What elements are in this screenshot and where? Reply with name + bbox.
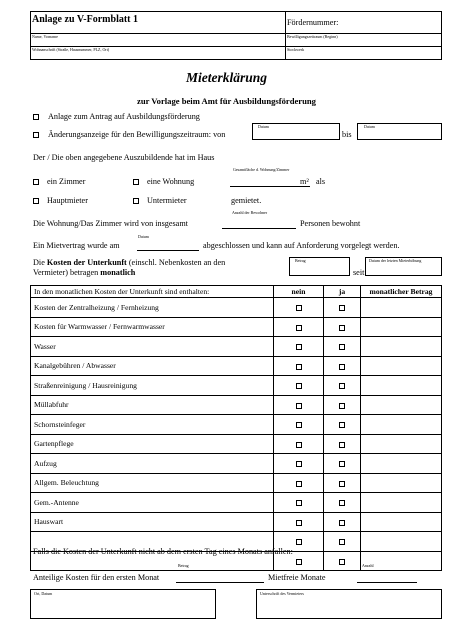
cost-row-nein-cell xyxy=(274,434,324,454)
cost-row-ja-cell xyxy=(324,376,361,396)
cost-row-nein-cell xyxy=(274,493,324,513)
rent-line-2 xyxy=(33,268,135,278)
cost-row xyxy=(31,434,442,454)
option-wohnung-label: eine Wohnung xyxy=(147,177,195,186)
cost-row-ja-cell xyxy=(324,454,361,474)
cost-row-ja-cell xyxy=(324,512,361,532)
partial-amount-field[interactable] xyxy=(176,582,264,583)
address-field[interactable] xyxy=(31,51,284,59)
cost-row-label: Kosten für Warmwasser / Fernwarmwasser xyxy=(31,317,274,337)
bewilligung-label: Bewilligungszeitraum (Beginn) xyxy=(287,34,338,39)
contract-date-label: Datum xyxy=(138,234,149,239)
place-date-field[interactable] xyxy=(30,589,216,619)
cost-row-nein-checkbox[interactable] xyxy=(296,481,302,487)
cost-row-ja-checkbox[interactable] xyxy=(339,520,345,526)
cost-row-ja-checkbox[interactable] xyxy=(339,364,345,370)
cost-row-nein-cell xyxy=(274,356,324,376)
cost-row-ja-checkbox[interactable] xyxy=(339,481,345,487)
landlord-signature-label: Unterschrift des Vermieters xyxy=(260,591,304,596)
cost-row-ja-checkbox[interactable] xyxy=(339,442,345,448)
area-field[interactable] xyxy=(230,186,310,187)
housing-intro: Der / Die oben angegebene Auszubildende hat im Haus xyxy=(33,153,215,162)
rent-free-count-label: Anzahl xyxy=(362,563,374,568)
cost-row-amount-field[interactable] xyxy=(361,356,442,376)
contract-date-field[interactable] xyxy=(137,250,199,251)
cost-row-amount-field[interactable] xyxy=(361,337,442,357)
cost-row-ja-cell xyxy=(324,415,361,435)
cost-row-ja-cell xyxy=(324,551,361,571)
cost-header-ja: ja xyxy=(324,286,361,298)
cost-row-ja-cell xyxy=(324,298,361,318)
cost-row xyxy=(31,395,442,415)
cost-row-nein-cell xyxy=(274,454,324,474)
cost-row-ja-checkbox[interactable] xyxy=(339,325,345,331)
cost-row xyxy=(31,376,442,396)
als-label: als xyxy=(316,177,326,186)
cost-row-amount-field[interactable] xyxy=(361,298,442,318)
cost-row-nein-checkbox[interactable] xyxy=(296,325,302,331)
cost-row-ja-cell xyxy=(324,493,361,513)
cost-row-ja-cell xyxy=(324,473,361,493)
partial-intro: Falls die Kosten der Unterkunft nicht ab dem ersten Tag eines Monats anfallen: xyxy=(33,547,293,556)
checkbox-zimmer[interactable] xyxy=(33,179,39,185)
occupants-text-before: Die Wohnung/Das Zimmer wird von insgesamt xyxy=(33,219,188,228)
cost-header-item: In den monatlichen Kosten der Unterkunft sind enthalten: xyxy=(31,286,274,298)
gemietet-label: gemietet. xyxy=(231,196,262,205)
cost-row-nein-checkbox[interactable] xyxy=(296,539,302,545)
cost-row-ja-cell xyxy=(324,532,361,552)
date-from-label: Datum xyxy=(258,124,269,129)
cost-row-nein-checkbox[interactable] xyxy=(296,500,302,506)
cost-row-nein-checkbox[interactable] xyxy=(296,461,302,467)
cost-row-amount-field[interactable] xyxy=(361,434,442,454)
cost-row-nein-checkbox[interactable] xyxy=(296,344,302,350)
occupants-count-label: Anzahl der Bewohner xyxy=(232,210,268,215)
occupants-count-field[interactable] xyxy=(222,228,296,229)
cost-row-label: Kosten der Zentralheizung / Fernheizung xyxy=(31,298,274,318)
cost-row-amount-field[interactable] xyxy=(361,395,442,415)
area-unit: m² xyxy=(300,177,309,186)
cost-row-amount-field[interactable] xyxy=(361,532,442,552)
cost-row xyxy=(31,415,442,435)
partial-label: Anteilige Kosten für den ersten Monat xyxy=(33,573,160,582)
cost-row-nein-checkbox[interactable] xyxy=(296,422,302,428)
cost-row-nein-cell xyxy=(274,415,324,435)
cost-row-nein-checkbox[interactable] xyxy=(296,520,302,526)
header-divider-1 xyxy=(30,33,442,34)
cost-row-ja-checkbox[interactable] xyxy=(339,383,345,389)
address-label: Wohnanschrift (Straße, Hausnummer, PLZ, Ort) xyxy=(32,47,110,52)
cost-row-ja-cell xyxy=(324,356,361,376)
cost-row-label: Gem.-Antenne xyxy=(31,493,274,513)
cost-row-nein-checkbox[interactable] xyxy=(296,442,302,448)
partial-amount-label: Betrag xyxy=(178,563,189,568)
cost-row-label: Straßenreinigung / Hausreinigung xyxy=(31,376,274,396)
cost-row xyxy=(31,473,442,493)
cost-row-ja-cell xyxy=(324,317,361,337)
checkbox-hauptmieter[interactable] xyxy=(33,198,39,204)
checkbox-untermieter[interactable] xyxy=(133,198,139,204)
cost-row-nein-checkbox[interactable] xyxy=(296,559,302,565)
cost-row-nein-checkbox[interactable] xyxy=(296,383,302,389)
rent-free-count-field[interactable] xyxy=(357,582,417,583)
checkbox-antrag[interactable] xyxy=(33,114,39,120)
cost-row-ja-cell xyxy=(324,337,361,357)
cost-row-nein-cell xyxy=(274,337,324,357)
cost-row-amount-field[interactable] xyxy=(361,493,442,513)
cost-row xyxy=(31,512,442,532)
cost-row-ja-checkbox[interactable] xyxy=(339,305,345,311)
contract-text-after: abgeschlossen und kann auf Anforderung vorgelegt werden. xyxy=(203,241,400,250)
cost-table xyxy=(30,285,442,571)
cost-row-nein-cell xyxy=(274,473,324,493)
cost-row-nein-cell xyxy=(274,395,324,415)
seit-label: seit xyxy=(353,268,365,277)
cost-row-amount-field[interactable] xyxy=(361,376,442,396)
cost-row-label: Wasser xyxy=(31,337,274,357)
cost-row-nein-cell xyxy=(274,512,324,532)
bewilligung-field[interactable] xyxy=(286,38,441,45)
cost-row-label: Gartenpflege xyxy=(31,434,274,454)
option-hauptmieter-label: Hauptmieter xyxy=(47,196,88,205)
cost-row-label: Schornsteinfeger xyxy=(31,415,274,435)
rent-amount-label: Betrag xyxy=(295,258,306,263)
cost-row xyxy=(31,337,442,357)
place-date-label: Ort, Datum xyxy=(34,591,53,596)
rent-free-label: Mietfreie Monate xyxy=(268,573,326,582)
cost-row-ja-checkbox[interactable] xyxy=(339,500,345,506)
cost-row xyxy=(31,317,442,337)
checkbox-wohnung[interactable] xyxy=(133,179,139,185)
rent-line-2-bold: monatlich xyxy=(100,268,136,277)
rent-change-date-label: Datum der letzten Mieterhöhung xyxy=(369,258,422,263)
cost-row xyxy=(31,298,442,318)
page-subtitle: zur Vorlage beim Amt für Ausbildungsförderung xyxy=(137,96,316,106)
cost-row xyxy=(31,493,442,513)
occupants-text-after: Personen bewohnt xyxy=(300,219,361,228)
cost-header-nein: nein xyxy=(274,286,324,298)
form-title: Anlage zu V-Formblatt 1 xyxy=(32,14,139,25)
rent-line-1 xyxy=(33,258,225,268)
rent-line-1-bold: Kosten der Unterkunft xyxy=(46,258,127,267)
cost-row-label: Kanalgebühren / Abwasser xyxy=(31,356,274,376)
cost-row-nein-cell xyxy=(274,298,324,318)
cost-row-nein-cell xyxy=(274,317,324,337)
rent-line-1-pre: Die xyxy=(33,258,45,267)
cost-row-ja-checkbox[interactable] xyxy=(339,461,345,467)
page-title: Mieterklärung xyxy=(185,70,267,85)
cost-row-ja-cell xyxy=(324,395,361,415)
name-label: Name, Vorname xyxy=(32,34,58,39)
cost-table-header xyxy=(31,286,442,298)
cost-row-label: Aufzug xyxy=(31,454,274,474)
cost-row xyxy=(31,454,442,474)
contract-text-before: Ein Mietvertrag wurde am xyxy=(33,241,120,250)
cost-row-amount-field[interactable] xyxy=(361,317,442,337)
cost-row-ja-checkbox[interactable] xyxy=(339,403,345,409)
rent-line-2-pre: Vermieter) betragen xyxy=(33,268,99,277)
name-field[interactable] xyxy=(31,38,284,45)
cost-row-ja-checkbox[interactable] xyxy=(339,539,345,545)
cost-row xyxy=(31,356,442,376)
cost-row-ja-checkbox[interactable] xyxy=(339,422,345,428)
option-antrag-label: Anlage zum Antrag auf Ausbildungsförderung xyxy=(48,112,200,121)
cost-row-amount-field[interactable] xyxy=(361,454,442,474)
cost-row-ja-cell xyxy=(324,434,361,454)
cost-row-amount-field[interactable] xyxy=(361,415,442,435)
cost-row-nein-cell xyxy=(274,376,324,396)
cost-row-nein-checkbox[interactable] xyxy=(296,305,302,311)
cost-row-amount-field[interactable] xyxy=(361,512,442,532)
option-aenderung-label: Änderungsanzeige für den Bewilligungszeitraum: von xyxy=(48,130,226,139)
option-untermieter-label: Untermieter xyxy=(147,196,187,205)
cost-row-amount-field[interactable] xyxy=(361,473,442,493)
foerdernummer-label: Fördernummer: xyxy=(287,18,339,27)
area-label: Gesamtfläche d. Wohnung/Zimmer xyxy=(233,167,290,172)
rent-line-1-post: (einschl. Nebenkosten an den xyxy=(128,258,226,267)
form-header xyxy=(30,11,442,60)
date-to-label: Datum xyxy=(364,124,375,129)
option-zimmer-label: ein Zimmer xyxy=(47,177,86,186)
floor-label: Stockwerk xyxy=(287,47,305,52)
checkbox-aenderung[interactable] xyxy=(33,132,39,138)
cost-row-ja-checkbox[interactable] xyxy=(339,344,345,350)
cost-row-label: Allgem. Beleuchtung xyxy=(31,473,274,493)
cost-row-label: Hauswart xyxy=(31,512,274,532)
cost-row-ja-checkbox[interactable] xyxy=(339,559,345,565)
floor-field[interactable] xyxy=(286,51,441,59)
foerdernummer-field[interactable] xyxy=(286,26,441,32)
cost-row-nein-checkbox[interactable] xyxy=(296,403,302,409)
cost-header-amount: monatlicher Betrag xyxy=(361,286,442,298)
bis-label: bis xyxy=(342,130,352,139)
cost-row-label: Müllabfuhr xyxy=(31,395,274,415)
cost-row-nein-checkbox[interactable] xyxy=(296,364,302,370)
